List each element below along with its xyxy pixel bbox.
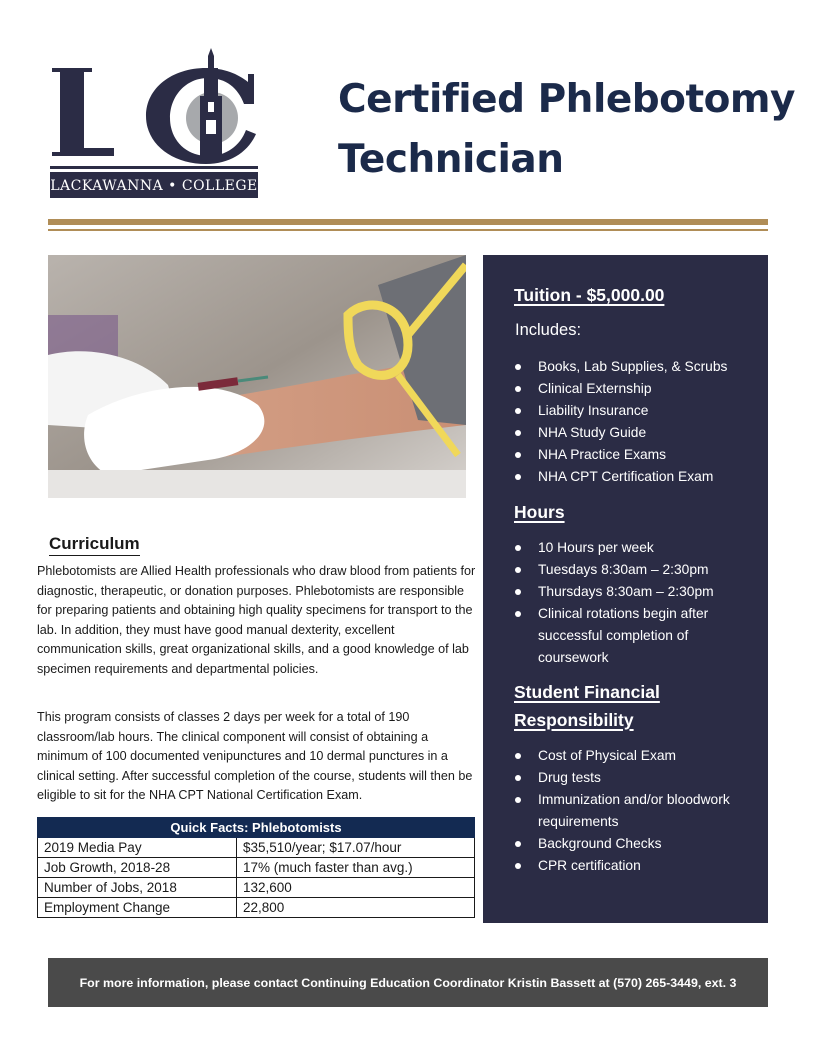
- list-item: NHA Practice Exams: [515, 444, 755, 466]
- list-item: Immunization and/or bloodwork requirements: [515, 789, 755, 833]
- table-row: [38, 878, 475, 898]
- list-item: CPR certification: [515, 855, 755, 877]
- includes-label: Includes:: [515, 321, 582, 339]
- list-item: Clinical Externship: [515, 378, 755, 400]
- college-logo: [48, 48, 260, 200]
- tuition-heading: Tuition - $5,000.00: [514, 285, 665, 305]
- program-details-sidebar: [483, 255, 768, 923]
- includes-list: [515, 356, 755, 488]
- blood-draw-photo: [48, 255, 466, 498]
- fact-value: $35,510/year; $17.07/hour: [237, 838, 475, 858]
- list-item: Background Checks: [515, 833, 755, 855]
- list-item: Thursdays 8:30am – 2:30pm: [515, 581, 755, 603]
- contact-footer: [48, 958, 768, 1007]
- list-item: Drug tests: [515, 767, 755, 789]
- contact-text: For more information, please contact Continuing Education Coordinator Kristin Bassett at (570) 265-3449, ext. 3: [79, 975, 737, 990]
- fact-label: 2019 Media Pay: [38, 838, 237, 858]
- table-row: [38, 858, 475, 878]
- fact-label: Number of Jobs, 2018: [38, 878, 237, 898]
- curriculum-heading: Curriculum: [49, 534, 140, 556]
- list-item: NHA Study Guide: [515, 422, 755, 444]
- list-item: Clinical rotations begin after successful completion of coursework: [515, 603, 755, 669]
- financial-heading-line-1: Student Financial: [514, 682, 660, 702]
- page-title: [338, 70, 795, 190]
- list-item: Cost of Physical Exam: [515, 745, 755, 767]
- hours-list: [515, 537, 755, 669]
- title-line-2: Technician: [338, 137, 564, 182]
- table-row: [38, 898, 475, 918]
- list-item: Tuesdays 8:30am – 2:30pm: [515, 559, 755, 581]
- list-item: Books, Lab Supplies, & Scrubs: [515, 356, 755, 378]
- curriculum-paragraph-1: Phlebotomists are Allied Health professionals who draw blood from patients for diagnostic, therapeutic, or donation purposes. Phlebotomists are responsible for preparing patients and obtaining high quality specimens for transport to the lab. In addition, they must have good manual dexterity, excellent communication skills, great organizational skills, and a good knowledge of lab specimen requirements and departmental policies.: [37, 564, 476, 676]
- financial-list: [515, 745, 755, 877]
- financial-heading-line-2: Responsibility: [514, 710, 634, 730]
- fact-label: Employment Change: [38, 898, 237, 918]
- fact-value: 17% (much faster than avg.): [237, 858, 475, 878]
- table-row: [38, 838, 475, 858]
- hours-heading: Hours: [514, 502, 565, 522]
- title-line-1: Certified Phlebotomy: [338, 77, 795, 122]
- fact-label: Job Growth, 2018-28: [38, 858, 237, 878]
- curriculum-paragraph-2: This program consists of classes 2 days per week for a total of 190 classroom/lab hours. The clinical component will consist of obtaining a minimum of 100 documented venipunctures and 10 dermal punctures in a clinical setting. After successful completion of the course, students will then be eligible to sit for the NHA CPT National Certification Exam.: [37, 710, 473, 802]
- quick-facts-header: Quick Facts: Phlebotomists: [38, 818, 475, 838]
- financial-heading: [514, 678, 744, 734]
- gold-divider-thin: [48, 229, 768, 231]
- list-item: NHA CPT Certification Exam: [515, 466, 755, 488]
- quick-facts-table: [37, 817, 475, 918]
- list-item: 10 Hours per week: [515, 537, 755, 559]
- list-item: Liability Insurance: [515, 400, 755, 422]
- gold-divider-thick: [48, 219, 768, 225]
- logo-wordmark: LACKAWANNA • COLLEGE: [50, 178, 258, 194]
- fact-value: 132,600: [237, 878, 475, 898]
- fact-value: 22,800: [237, 898, 475, 918]
